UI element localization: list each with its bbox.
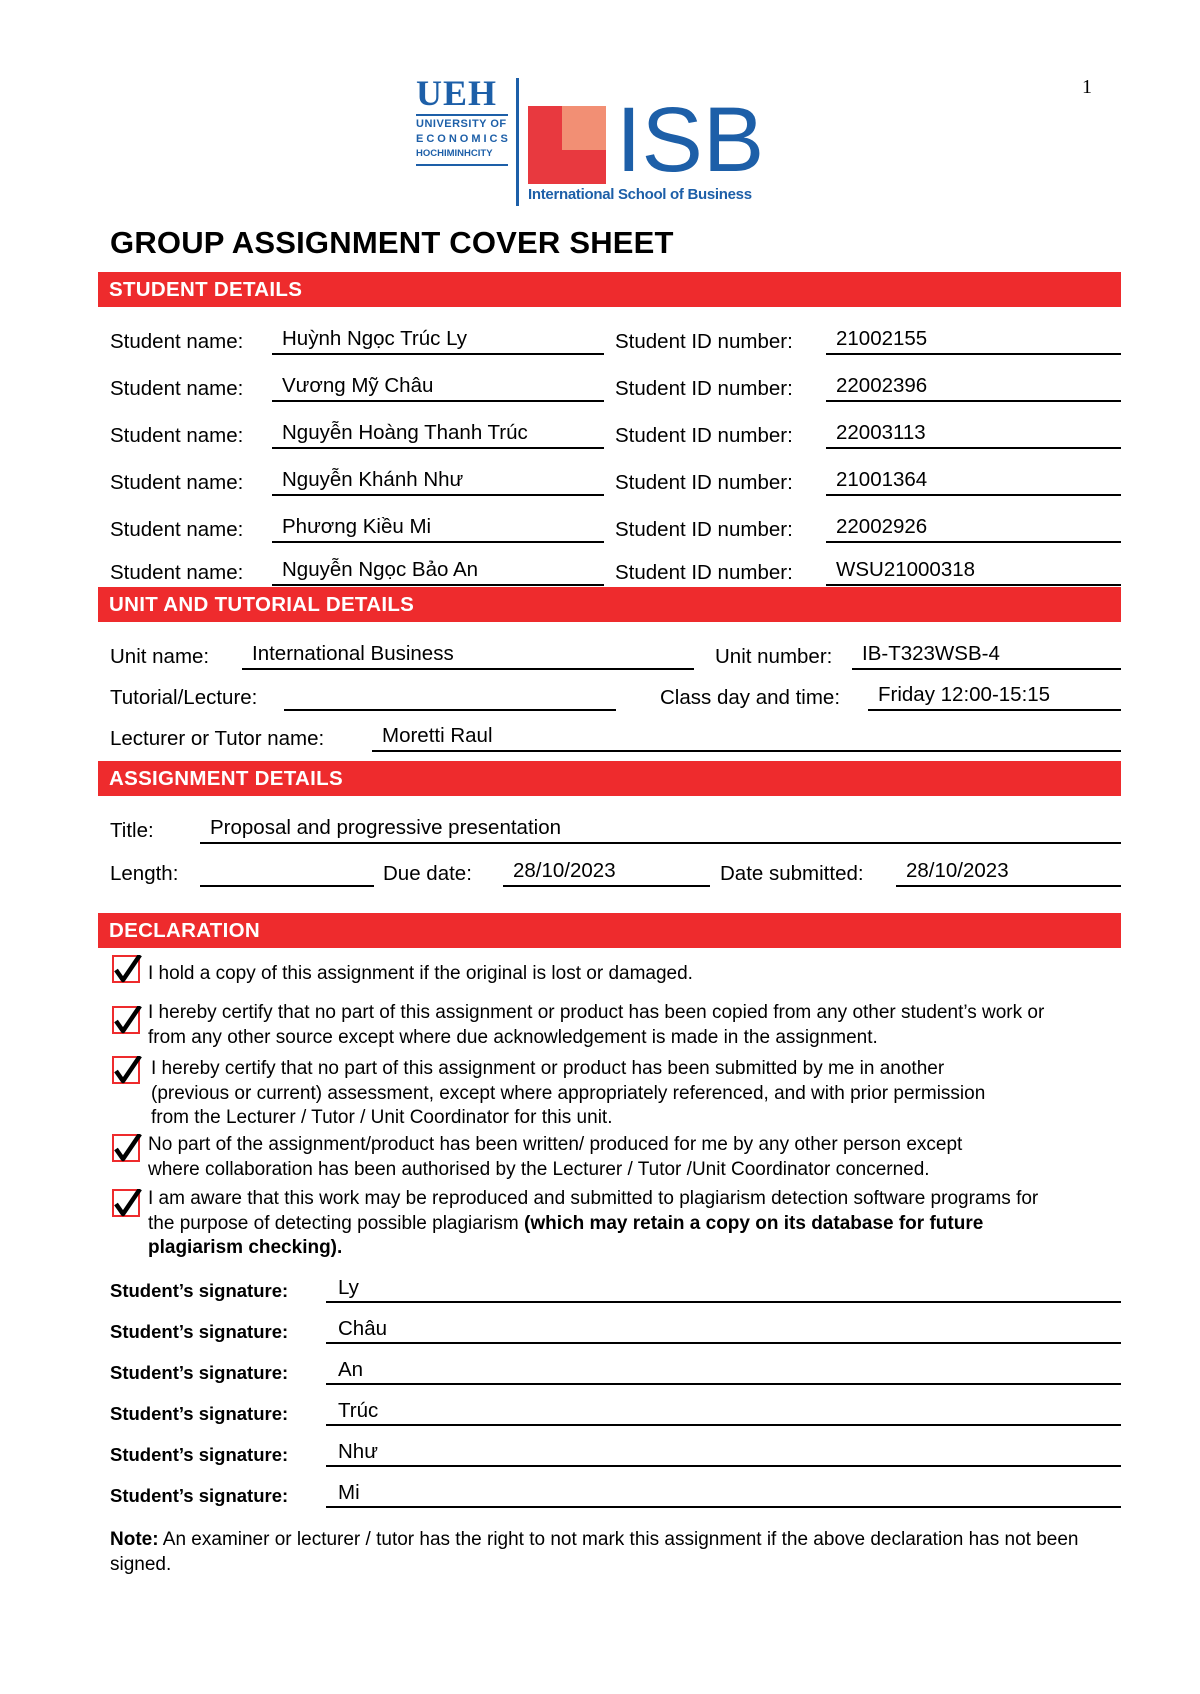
assignment-title-field[interactable]: Proposal and progressive presentation <box>200 816 1121 844</box>
page-title: GROUP ASSIGNMENT COVER SHEET <box>110 225 674 260</box>
declaration-line: (previous or current) assessment, except where appropriately referenced, and with prior permission <box>151 1082 986 1104</box>
due-date-label: Due date: <box>383 862 472 885</box>
unit-number-label: Unit number: <box>715 645 833 668</box>
student-name-label: Student name: <box>110 377 244 400</box>
declaration-heading: DECLARATION <box>109 919 260 942</box>
declaration-item <box>148 962 693 987</box>
student-name-label: Student name: <box>110 471 244 494</box>
tutorial-field[interactable] <box>284 683 616 711</box>
checkbox-checked-icon[interactable] <box>112 955 142 985</box>
signature-field[interactable]: Trúc <box>326 1400 1121 1426</box>
note-label: Note: <box>110 1529 159 1550</box>
lecturer-field[interactable]: Moretti Raul <box>372 724 1121 752</box>
note-text: An examiner or lecturer / tutor has the right to not mark this assignment if the above declaration has not been signed. <box>110 1529 1079 1575</box>
signature-label: Student’s signature: <box>110 1403 289 1424</box>
student-id-field[interactable]: 22003113 <box>826 421 1121 449</box>
ueh-rule <box>416 114 508 116</box>
student-id-label: Student ID number: <box>615 377 793 400</box>
unit-name-label: Unit name: <box>110 645 210 668</box>
student-name-label: Student name: <box>110 561 244 584</box>
due-date-field[interactable]: 28/10/2023 <box>503 859 710 887</box>
length-field[interactable] <box>200 859 374 887</box>
logo-divider <box>516 78 519 206</box>
checkbox-checked-icon[interactable] <box>112 1056 142 1086</box>
declaration-line <box>148 1236 1038 1261</box>
declaration-item <box>148 1187 1038 1261</box>
declaration-line: from any other source except where due acknowledgement is made in the assignment. <box>148 1026 878 1048</box>
student-details-heading: STUDENT DETAILS <box>109 278 303 301</box>
unit-name-field[interactable]: International Business <box>242 642 694 670</box>
university-logo <box>416 72 796 212</box>
isb-subtitle: International School of Business <box>528 186 752 203</box>
ueh-line2: ECONOMICS <box>416 133 511 145</box>
signature-field[interactable]: Như <box>326 1441 1121 1467</box>
class-time-label: Class day and time: <box>660 686 841 709</box>
ueh-line3: HOCHIMINHCITY <box>416 148 493 159</box>
signature-field[interactable]: Mi <box>326 1482 1121 1508</box>
student-id-field[interactable]: 21002155 <box>826 327 1121 355</box>
declaration-item <box>151 1057 985 1131</box>
student-name-label: Student name: <box>110 518 244 541</box>
checkbox-checked-icon[interactable] <box>112 1006 142 1036</box>
signature-label: Student’s signature: <box>110 1280 289 1301</box>
signature-label: Student’s signature: <box>110 1321 289 1342</box>
declaration-line: from the Lecturer / Tutor / Unit Coordinator for this unit. <box>151 1107 613 1128</box>
student-id-label: Student ID number: <box>615 561 793 584</box>
student-id-label: Student ID number: <box>615 471 793 494</box>
declaration-line <box>148 1212 1038 1237</box>
student-name-field[interactable]: Nguyễn Khánh Như <box>272 468 604 496</box>
student-name-field[interactable]: Nguyễn Ngọc Bảo An <box>272 558 604 586</box>
ueh-rule-bottom <box>416 164 508 166</box>
student-id-field[interactable]: 22002396 <box>826 374 1121 402</box>
submitted-date-label: Date submitted: <box>720 862 864 885</box>
page-number: 1 <box>1082 76 1092 98</box>
declaration-line: where collaboration has been authorised by the Lecturer / Tutor /Unit Coordinator concerned. <box>148 1158 930 1180</box>
student-details-banner <box>98 272 1121 307</box>
student-id-label: Student ID number: <box>615 330 793 353</box>
tutorial-label: Tutorial/Lecture: <box>110 686 258 709</box>
student-name-field[interactable]: Vương Mỹ Châu <box>272 374 604 402</box>
declaration-line: I hereby certify that no part of this assignment or product has been copied from any other student’s work or <box>148 1002 1045 1023</box>
declaration-banner <box>98 913 1121 948</box>
student-id-field[interactable]: 22002926 <box>826 515 1121 543</box>
unit-number-field[interactable]: IB-T323WSB-4 <box>852 642 1121 670</box>
declaration-item <box>148 1133 962 1182</box>
isb-mark: ISB <box>616 89 765 191</box>
declaration-item <box>148 1001 1044 1050</box>
assignment-title-label: Title: <box>110 819 154 842</box>
declaration-line: I am aware that this work may be reproduced and submitted to plagiarism detection software programs for <box>148 1188 1039 1209</box>
ueh-line1: UNIVERSITY OF <box>416 118 507 130</box>
checkbox-checked-icon[interactable] <box>112 1134 142 1164</box>
submitted-date-field[interactable]: 28/10/2023 <box>896 859 1121 887</box>
declaration-line: No part of the assignment/product has been written/ produced for me by any other person except <box>148 1134 963 1155</box>
student-id-field[interactable]: 21001364 <box>826 468 1121 496</box>
unit-details-heading: UNIT AND TUTORIAL DETAILS <box>109 593 415 616</box>
declaration-text: the purpose of detecting possible plagiarism <box>148 1212 525 1234</box>
lecturer-label: Lecturer or Tutor name: <box>110 727 325 750</box>
length-label: Length: <box>110 862 179 885</box>
student-name-field[interactable]: Phương Kiều Mi <box>272 515 604 543</box>
signature-label: Student’s signature: <box>110 1444 289 1465</box>
signature-label: Student’s signature: <box>110 1485 289 1506</box>
signature-field[interactable]: Châu <box>326 1318 1121 1344</box>
ueh-mark: UEH <box>416 73 498 113</box>
unit-details-banner <box>98 587 1121 622</box>
assignment-details-banner <box>98 761 1121 796</box>
signature-label: Student’s signature: <box>110 1362 289 1383</box>
student-name-field[interactable]: Huỳnh Ngọc Trúc Ly <box>272 327 604 355</box>
student-name-label: Student name: <box>110 330 244 353</box>
declaration-line: I hold a copy of this assignment if the original is lost or damaged. <box>148 963 693 984</box>
declaration-line: I hereby certify that no part of this assignment or product has been submitted by me in another <box>151 1058 945 1079</box>
assignment-details-heading: ASSIGNMENT DETAILS <box>109 767 343 790</box>
signature-field[interactable]: Ly <box>326 1277 1121 1303</box>
declaration-bold-text: (which may retain a copy on its database for future <box>524 1212 984 1234</box>
signature-field[interactable]: An <box>326 1359 1121 1385</box>
student-name-label: Student name: <box>110 424 244 447</box>
checkbox-checked-icon[interactable] <box>112 1189 142 1219</box>
isb-square-red <box>528 106 606 184</box>
class-time-field[interactable]: Friday 12:00-15:15 <box>868 683 1121 711</box>
student-id-field[interactable]: WSU21000318 <box>826 558 1121 586</box>
student-id-label: Student ID number: <box>615 518 793 541</box>
student-name-field[interactable]: Nguyễn Hoàng Thanh Trúc <box>272 421 604 449</box>
declaration-bold-text: plagiarism checking). <box>148 1237 343 1258</box>
declaration-note <box>110 1527 1110 1577</box>
student-id-label: Student ID number: <box>615 424 793 447</box>
